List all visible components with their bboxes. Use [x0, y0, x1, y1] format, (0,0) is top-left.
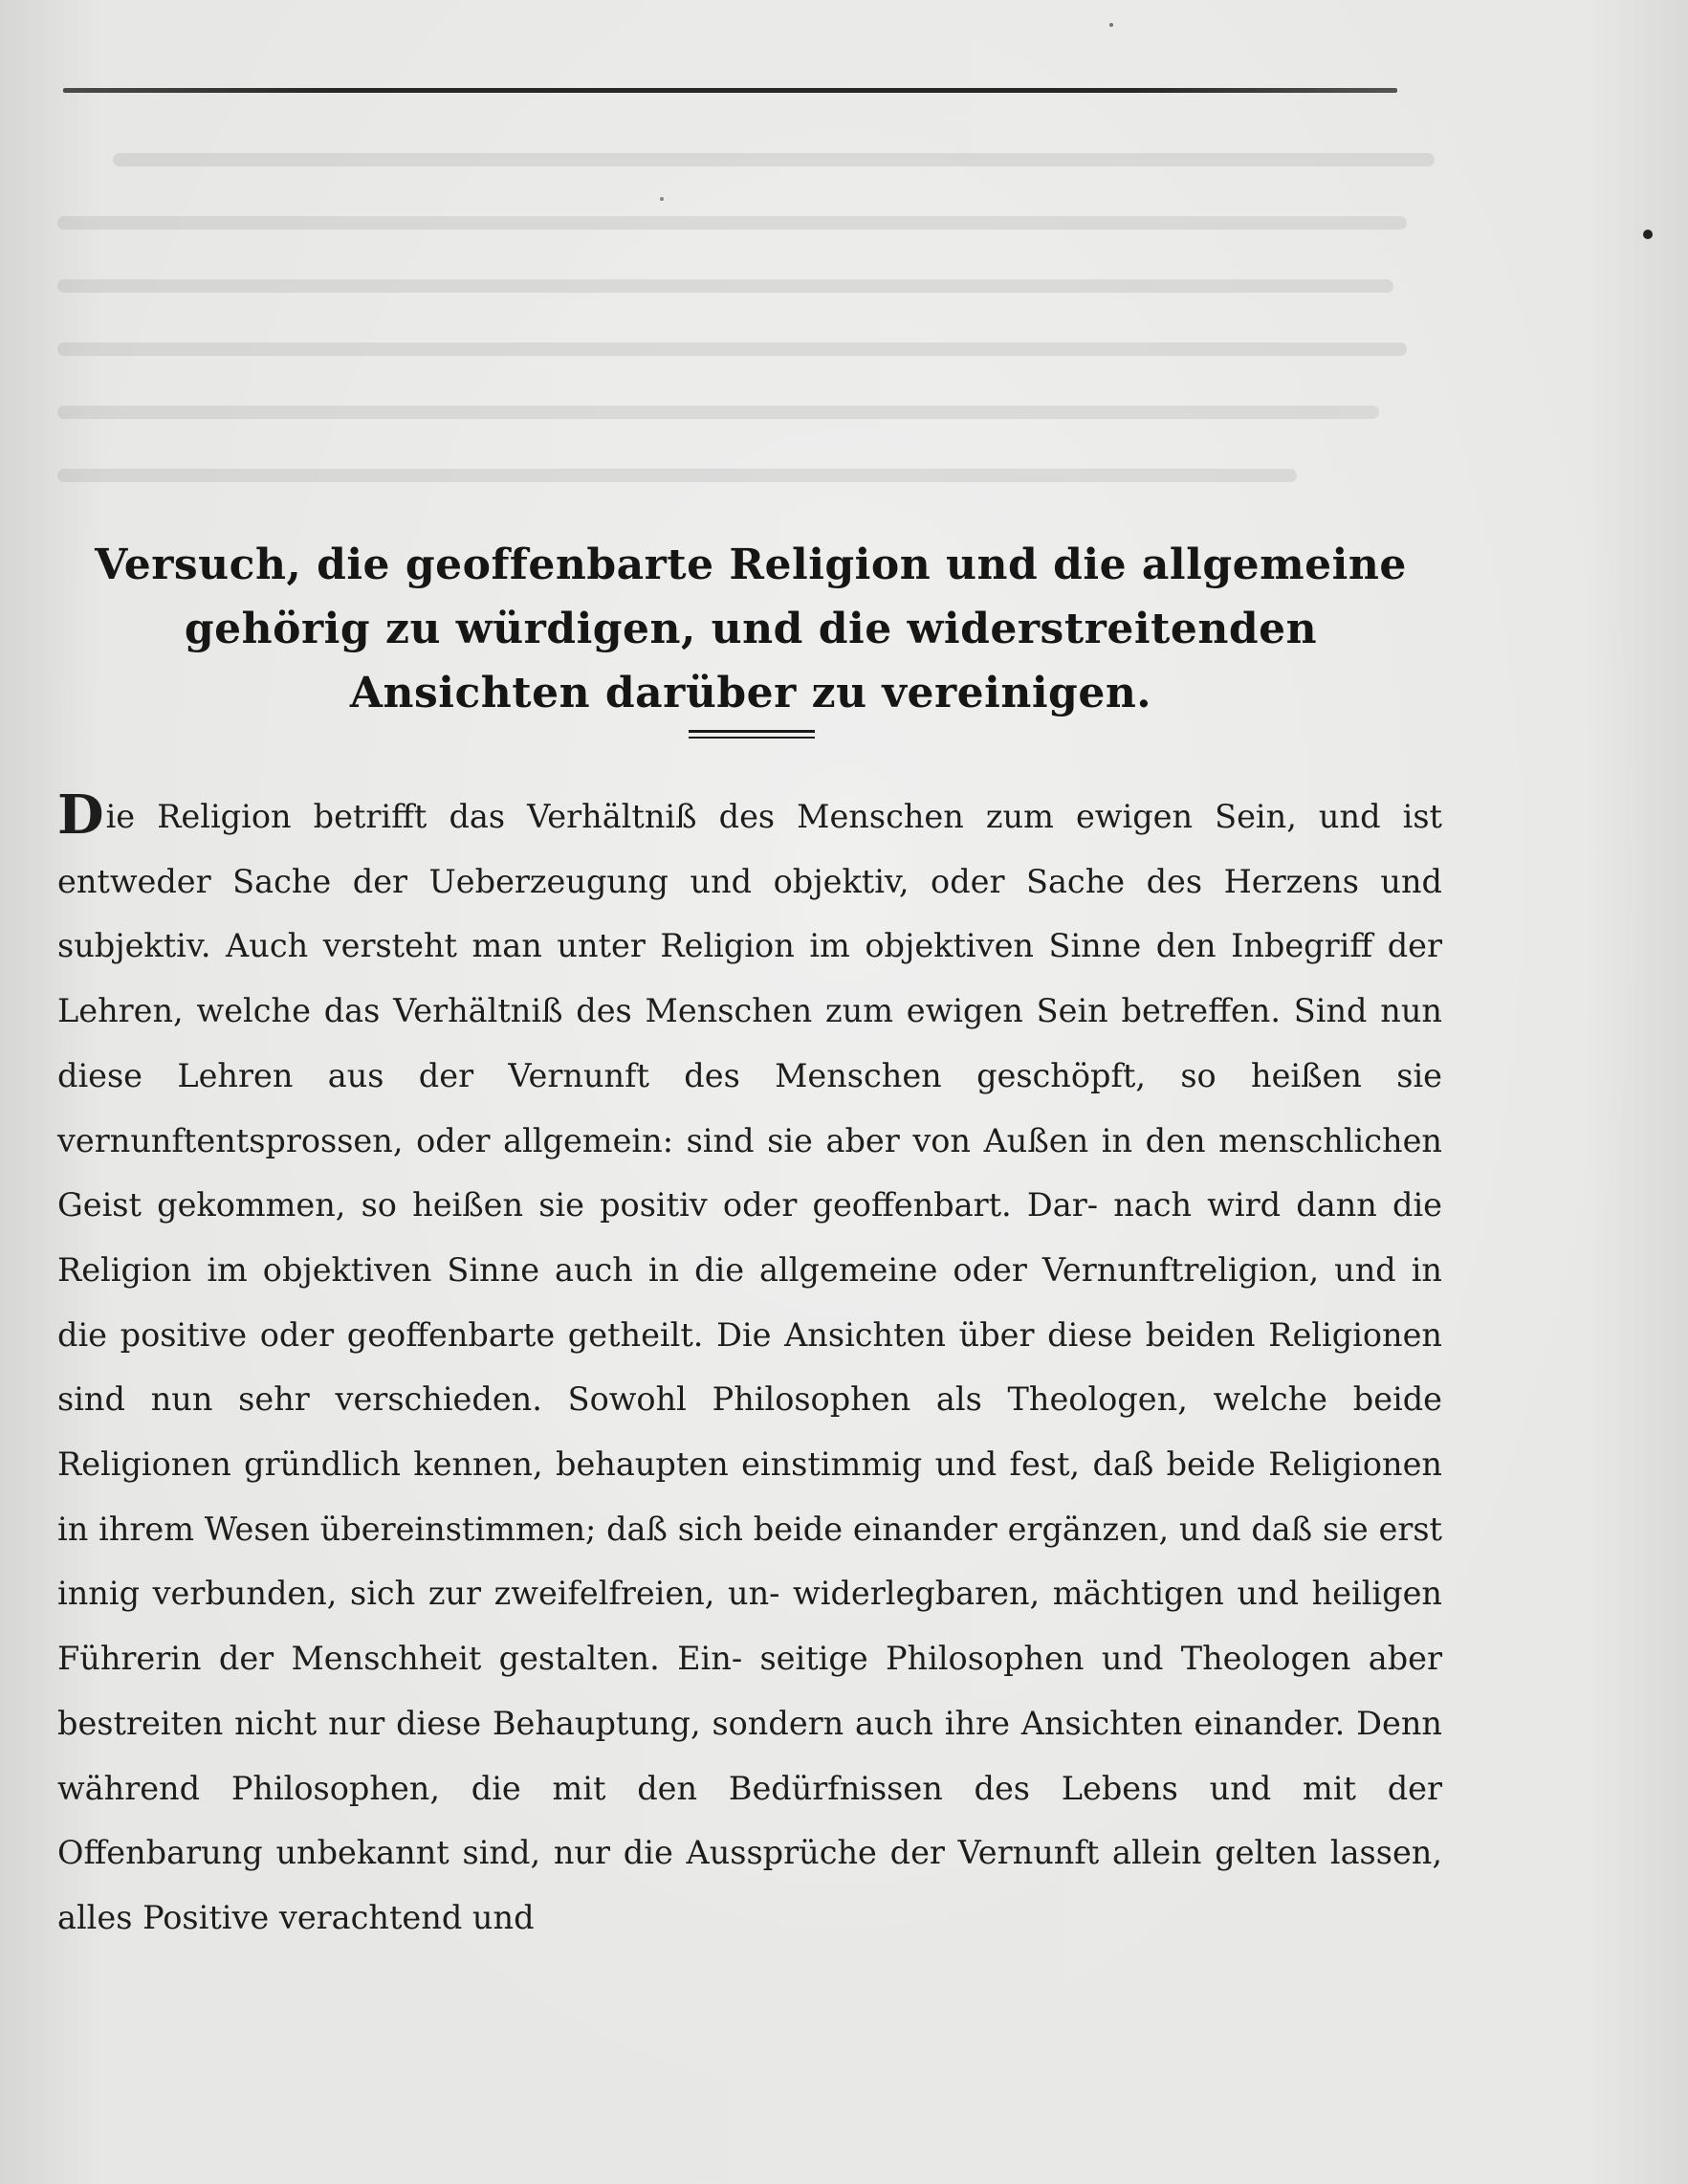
body-text: ie Religion betrifft das Verhältniß des Menschen zum ewigen Sein, und ist entweder Sache der Ueberzeugung und objektiv, oder Sache des Herzens und subjektiv. Auch versteht man unter Religion im objektiven Sinne den Inbegriff der Lehren, welche das Verhältniß des Menschen zum ewigen Sein betreffen. Sind nun diese Lehren aus der Vernunft des Menschen geschöpft, so heißen sie vernunftentsprossen, oder allgemein: sind sie aber von Außen in den menschlichen Geist gekommen, so heißen sie positiv oder geoffenbart. Dar- nach wird dann die Religion im objektiven Sinne auch in die allgemeine oder Vernunftreligion, und in die positive oder geoffenbarte getheilt. Die Ansichten über diese beiden Religionen sind nun sehr verschieden. Sowohl Philosophen als Theologen, welche beide Religionen gründlich kennen, behaupten einstimmig und fest, daß beide Religionen in ihrem Wesen übereinstimmen; daß sich beide einander ergänzen, und daß sie erst innig verbunden, sich zur zweifelfreien, un- widerlegbaren, mächtigen und heiligen Führerin der Menschheit gestalten. Ein- seitige Philosophen und Theologen aber bestreiten nicht nur diese Behauptung, sondern auch ihre Ansichten einander. Denn während Philosophen, die mit den Bedürfnissen des Lebens und mit der Offenbarung unbekannt sind, nur die Aussprüche der Vernunft allein gelten lassen, alles Positive verachtend und	[57, 798, 1442, 1936]
ink-speck	[660, 197, 664, 201]
top-rule	[63, 88, 1397, 93]
ink-speck	[1643, 230, 1653, 239]
ink-speck	[1109, 23, 1113, 27]
body-paragraph	[57, 784, 1442, 1951]
page-title: Versuch, die geoffenbarte Religion und die allgemeine gehörig zu würdigen, und die widerstreitenden Ansichten darüber zu vereinigen.	[95, 540, 1407, 718]
drop-initial: D	[57, 783, 104, 847]
title-divider	[689, 730, 815, 741]
